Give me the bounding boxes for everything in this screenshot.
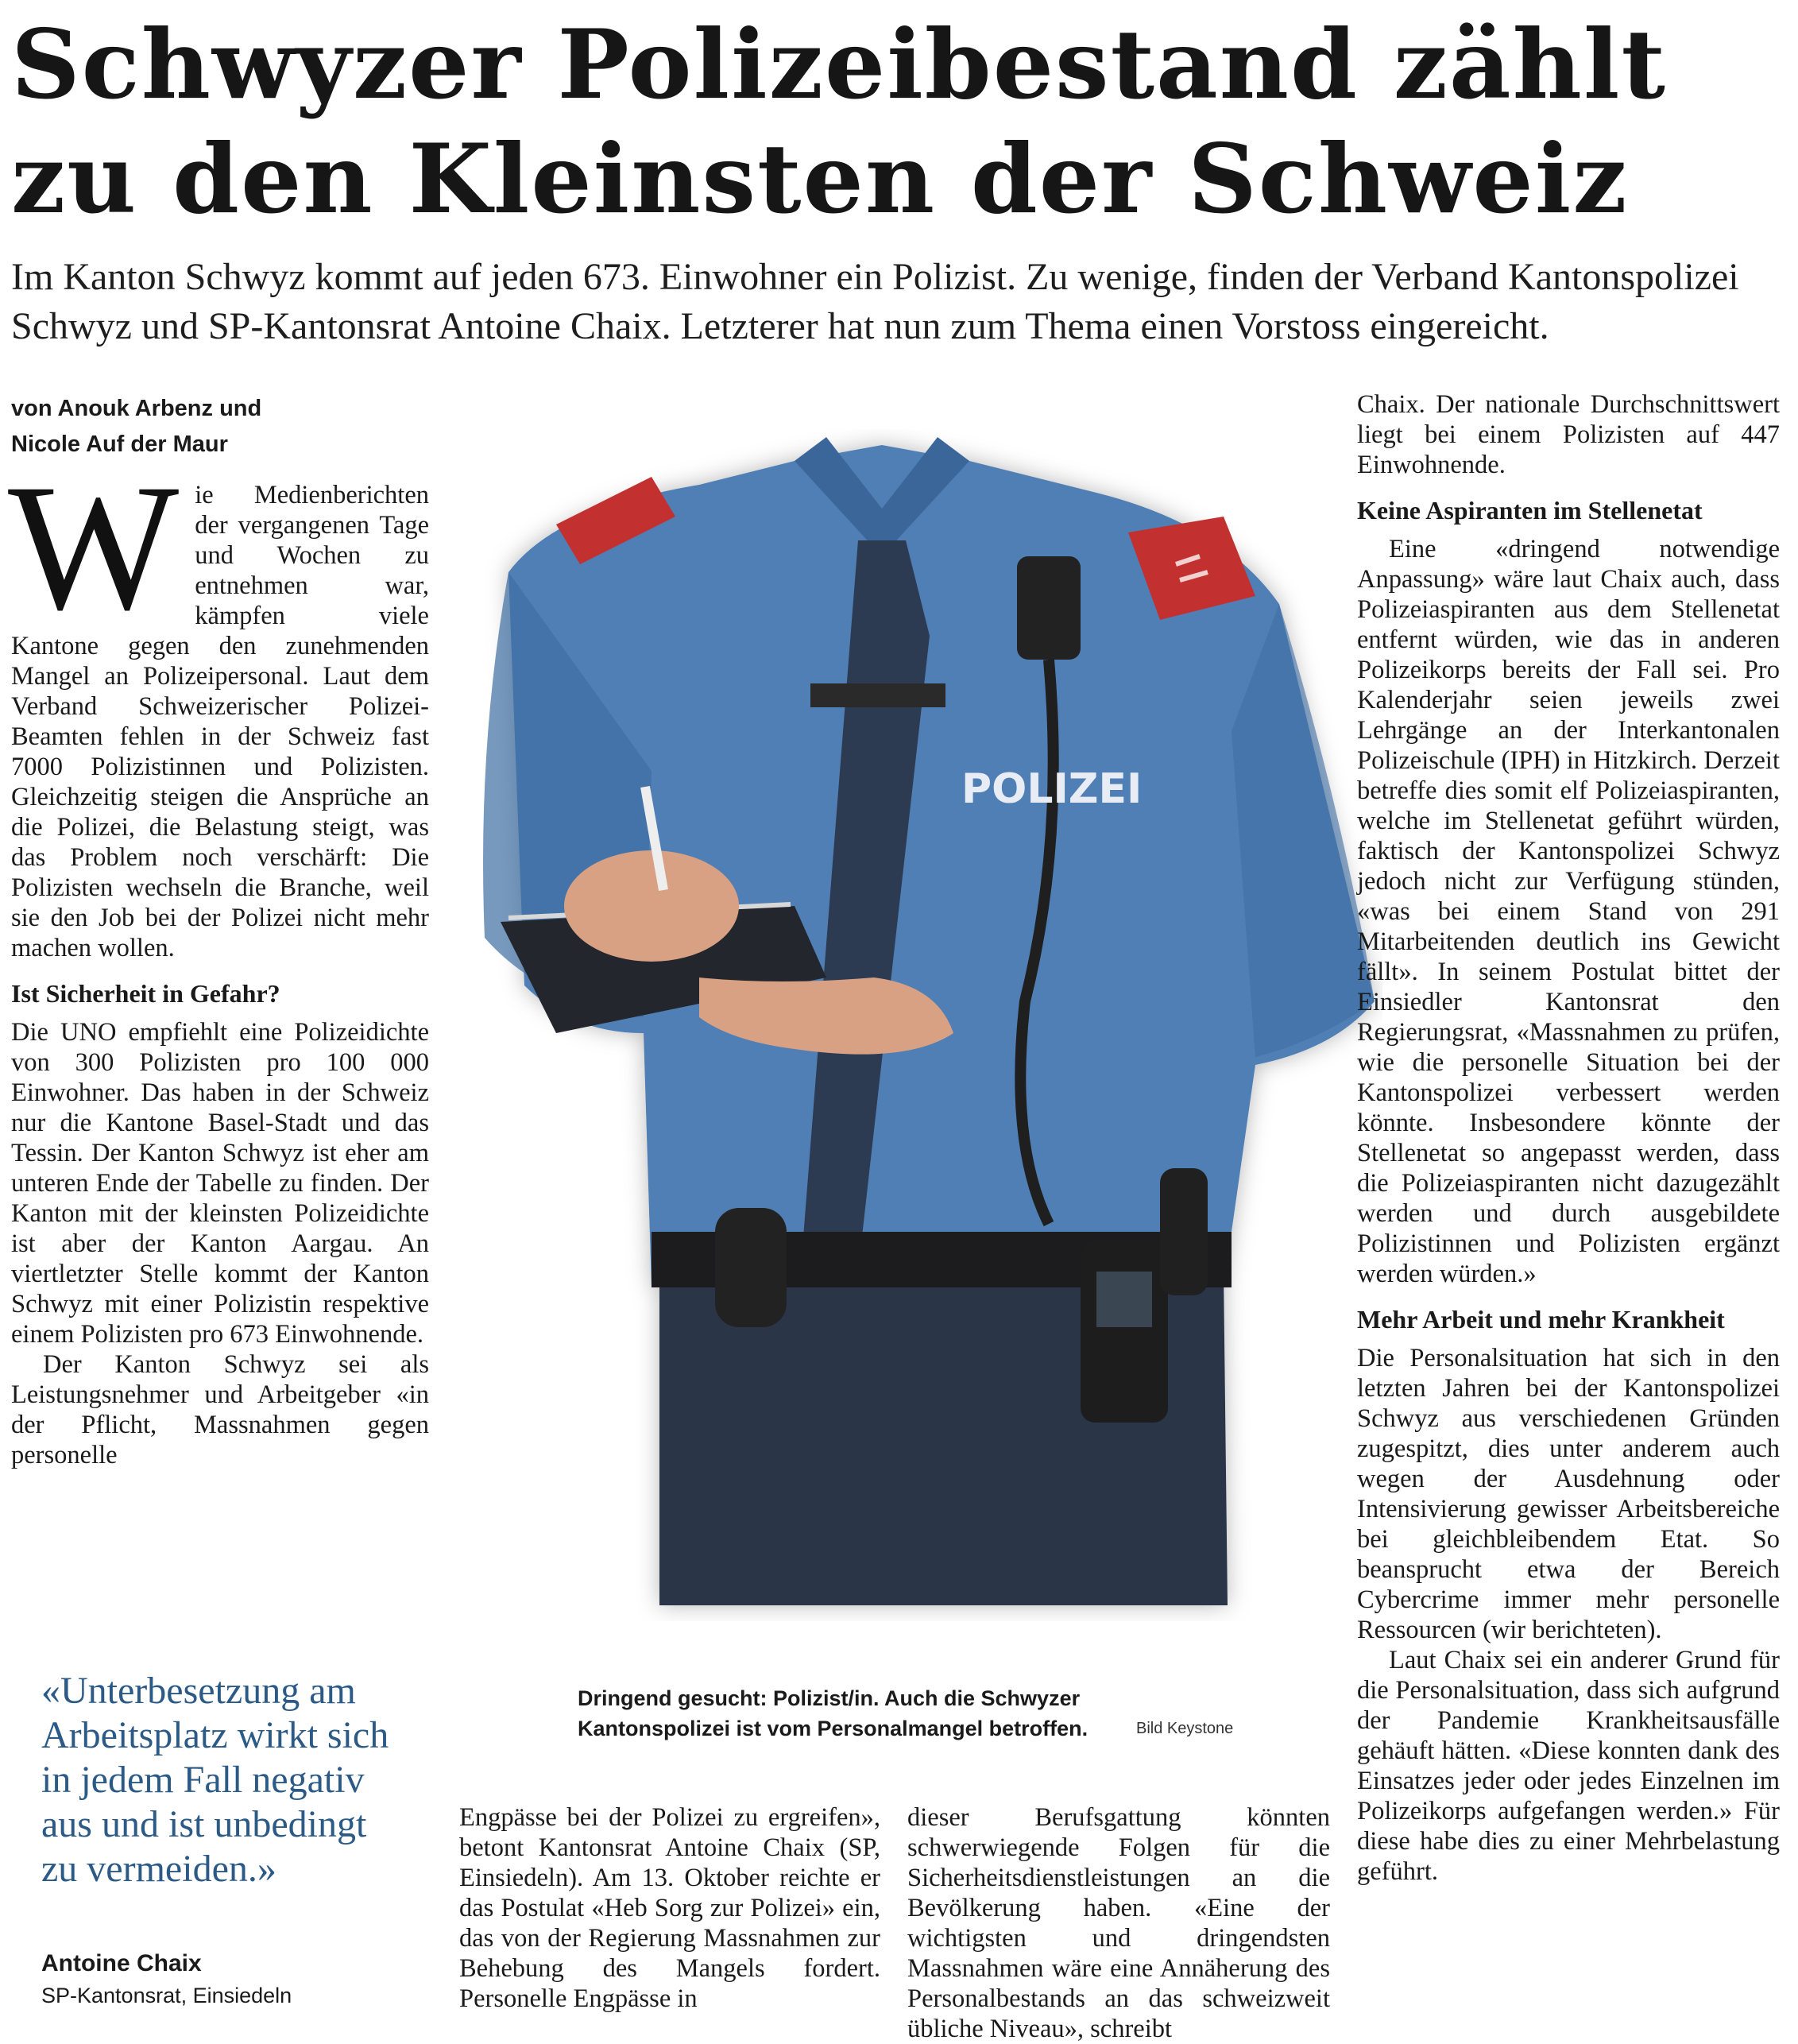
byline xyxy=(11,391,429,463)
subheading-sicherheit: Ist Sicherheit in Gefahr? xyxy=(11,979,280,1008)
photo-caption: Dringend gesucht: Polizist/in. Auch die Schwyzer Kantonspolizei ist vom Personalmangel betroffen. xyxy=(578,1686,1088,1740)
drop-cap: W xyxy=(8,447,180,648)
paragraph-arbeitgeber: Der Kanton Schwyz sei als Leistungsnehmer und Arbeitgeber «in der Pflicht, Massnahmen gegen personelle xyxy=(11,1350,429,1469)
lead-paragraph: Im Kanton Schwyz kommt auf jeden 673. Einwohner ein Polizist. Zu wenige, finden der Verband Kantonspolizei Schwyz und SP-Kantonsrat Antoine Chaix. Letzterer hat nun zum Thema einen Vorstoss eingereicht. xyxy=(11,256,1739,347)
intro-paragraph xyxy=(8,447,429,963)
article-column-4 xyxy=(1357,389,1780,1887)
article-column-3 xyxy=(907,1802,1330,2044)
subheading-krankheit: Mehr Arbeit und mehr Krankheit xyxy=(1357,1305,1725,1334)
article-column-1 xyxy=(8,391,429,1470)
article-column-2 xyxy=(459,1802,880,2014)
byline-line-2: Nicole Auf der Maur xyxy=(11,432,228,457)
paragraph-pandemie: Laut Chaix sei ein anderer Grund für die Personalsituation, dass sich aufgrund der Pandemie Krankheitsausfälle gehäuft hätten. «Diese konnten dank des Einsatzes jeder oder jedes Einzelnen im Polizeikorps aufgefangen werden.» Für diese habe dies zu einer Mehrbelastung geführt. xyxy=(1357,1646,1780,1886)
shirt-label-text: POLIZEI xyxy=(961,765,1143,813)
police-officer-photo xyxy=(461,429,1382,1621)
quote-author-name: Antoine Chaix xyxy=(41,1950,202,1976)
intro-text: ie Medienberichten der vergangenen Tage und Wochen zu entnehmen war, kämpfen viele Kantone gegen den zunehmenden Mangel an Polizeipersonal. Laut dem Verband Schweizerischer Polizei-Beamten fehlen in der Schweiz fast 7000 Polizistinnen und Polizisten. Gleichzeitig steigen die Ansprüche an die Polizei, die Belastung steigt, was das Problem noch verschärft: Die Polizisten wechseln die Branche, weil sie den Job bei der Polizei nicht mehr machen wollen. xyxy=(11,481,429,962)
paragraph-uno: Die UNO empfiehlt eine Polizeidichte von 300 Polizisten pro 100 000 Einwohner. Das haben in der Schweiz nur die Kantone Basel-Stadt und das Tessin. Der Kanton Schwyz ist eher am unteren Ende der Tabelle zu finden. Der Kanton mit der kleinsten Polizeidichte ist aber der Kanton Aargau. An viertletzter Stelle kommt der Kanton Schwyz mit einer Polizistin respektive einem Polizisten pro 673 Einwohnende. xyxy=(11,1018,429,1349)
subheading-aspiranten: Keine Aspiranten im Stellenetat xyxy=(1357,496,1703,525)
paragraph-postulat: Engpässe bei der Polizei zu ergreifen», betont Kantonsrat Antoine Chaix (SP, Einsiedeln). Am 13. Oktober reichte er das Postulat «Heb Sorg zur Polizei» ein, das von der Regierung Massnahmen zur Behebung des Mangels fordert. Personelle Engpässe in xyxy=(459,1803,880,2013)
byline-line-1: von Anouk Arbenz und xyxy=(11,396,262,421)
pull-quote: «Unterbesetzung am Arbeitsplatz wirkt sich in jedem Fall negativ aus und ist unbedingt zu vermeiden.» xyxy=(41,1670,389,1890)
photo-credit: Bild Keystone xyxy=(1136,1720,1234,1737)
paragraph-durchschnitt: Chaix. Der nationale Durchschnittswert liegt bei einem Polizisten auf 447 Einwohnende. xyxy=(1357,390,1780,479)
headline: Schwyzer Polizeibestand zählt zu den Kleinsten der Schweiz xyxy=(11,9,1667,235)
paragraph-personalsituation: Die Personalsituation hat sich in den letzten Jahren bei der Kantonspolizei Schwyz aus verschiedenen Gründen zugespitzt, dies unter anderem auch wegen der Ausdehnung oder Intensivierung gewisser Arbeitsbereiche bei gleichbleibendem Etat. So beansprucht etwa der Bereich Cybercrime immer mehr personelle Ressourcen (wir berichteten). xyxy=(1357,1344,1780,1644)
quote-author-role: SP-Kantonsrat, Einsiedeln xyxy=(41,1984,292,2007)
paragraph-aspiranten: Eine «dringend notwendige Anpassung» wäre laut Chaix auch, dass Polizeiaspiranten aus dem Stellenetat entfernt würden, wie das in anderen Polizeikorps bereits der Fall sei. Pro Kalenderjahr seien jeweils zwei Lehrgänge an der Interkantonalen Polizeischule (IPH) in Hitzkirch. Derzeit betreffe dies somit elf Polizeiaspiranten, welche im Stellenetat geführt würden, faktisch der Kantonspolizei Schwyz jedoch nicht zur Verfügung stünden, «was bei einem Stand von 291 Mitarbeitenden deutlich ins Gewicht fällt». In seinem Postulat bittet der Einsiedler Kantonsrat den Regierungsrat, «Massnahmen zu prüfen, wie die personelle Situation bei der Kantonspolizei verbessert werden könnte. Insbesondere könnte der Stellenetat so angepasst werden, dass die Polizeiaspiranten nicht dazugezählt werden und durch ausgebildete Polizistinnen und Polizisten ergänzt werden würden.» xyxy=(1357,535,1780,1288)
paragraph-folgen: dieser Berufsgattung könnten schwerwiegende Folgen für die Sicherheitsdienstleistungen an die Bevölkerung haben. «Eine der wichtigsten und dringendsten Massnahmen wäre eine Annäherung des Personalbestands an das schweizweit übliche Niveau», schreibt xyxy=(907,1803,1330,2043)
